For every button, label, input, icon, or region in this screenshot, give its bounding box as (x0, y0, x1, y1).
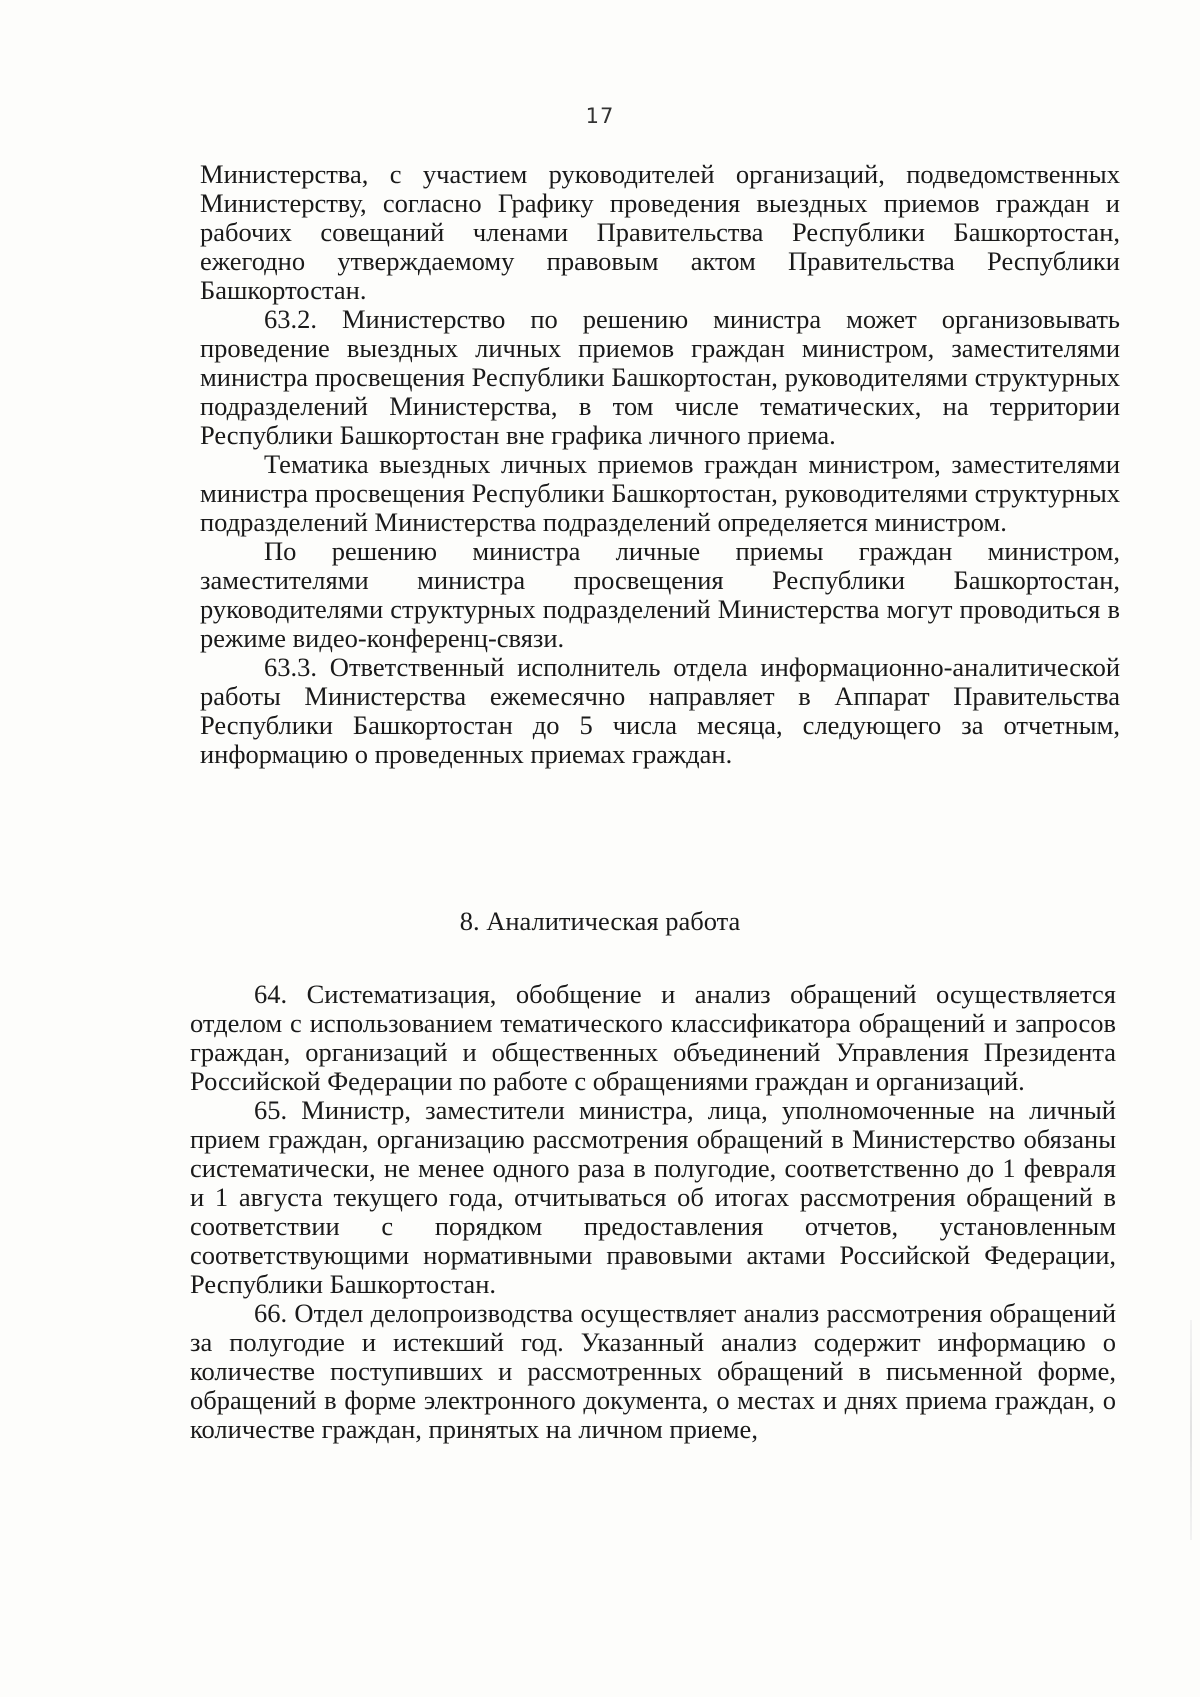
page-number: 17 (585, 104, 615, 128)
paragraph: 64. Систематизация, обобщение и анализ обращений осуществляется отделом с использованием тематического классификатора обращений и запросов граждан, организаций и общественных объединений Управления Президента Российской Федерации по работе с обращениями граждан и организаций. (190, 979, 1116, 1096)
paragraph: 63.3. Ответственный исполнитель отдела информационно-аналитической работы Министерства ежемесячно направляет в Аппарат Правительства Республики Башкортостан до 5 числа месяца, следующего за отчетным, информацию о проведенных приемах граждан. (200, 652, 1120, 769)
bottom-text-block (190, 980, 1116, 1444)
paragraph: Тематика выездных личных приемов граждан министром, заместителями министра просвещения Республики Башкортостан, руководителями структурных подразделений Министерства подразделений определяется министром. (200, 449, 1120, 537)
paragraph: 65. Министр, заместители министра, лица, уполномоченные на личный прием граждан, организацию рассмотрения обращений в Министерство обязаны систематически, не менее одного раза в полугодие, соответственно до 1 февраля и 1 августа текущего года, отчитываться об итогах рассмотрения обращений в соответствии с порядком предоставления отчетов, установленным соответствующими нормативными правовыми актами Российской Федерации, Республики Башкортостан. (190, 1095, 1116, 1299)
paragraph: Министерства, с участием руководителей организаций, подведомственных Министерству, согласно Графику проведения выездных приемов граждан и рабочих совещаний членами Правительства Республики Башкортостан, ежегодно утверждаемому правовым актом Правительства Республики Башкортостан. (200, 159, 1120, 305)
paragraph: 66. Отдел делопроизводства осуществляет анализ рассмотрения обращений за полугодие и истекший год. Указанный анализ содержит информацию о количестве поступивших и рассмотренных обращений в письменной форме, обращений в форме электронного документа, о местах и днях приема граждан, о количестве граждан, принятых на личном приеме, (190, 1298, 1116, 1444)
paragraph: По решению министра личные приемы граждан министром, заместителями министра просвещения Республики Башкортостан, руководителями структурных подразделений Министерства могут проводиться в режиме видео-конференц-связи. (200, 536, 1120, 653)
scan-edge-mark (1190, 1320, 1192, 1540)
paragraph: 63.2. Министерство по решению министра может организовывать проведение выездных личных приемов граждан министром, заместителями министра просвещения Республики Башкортостан, руководителями структурных подразделений Министерства, в том числе тематических, на территории Республики Башкортостан вне графика личного приема. (200, 304, 1120, 450)
section-heading: 8. Аналитическая работа (459, 906, 741, 936)
top-text-block (200, 160, 1120, 769)
